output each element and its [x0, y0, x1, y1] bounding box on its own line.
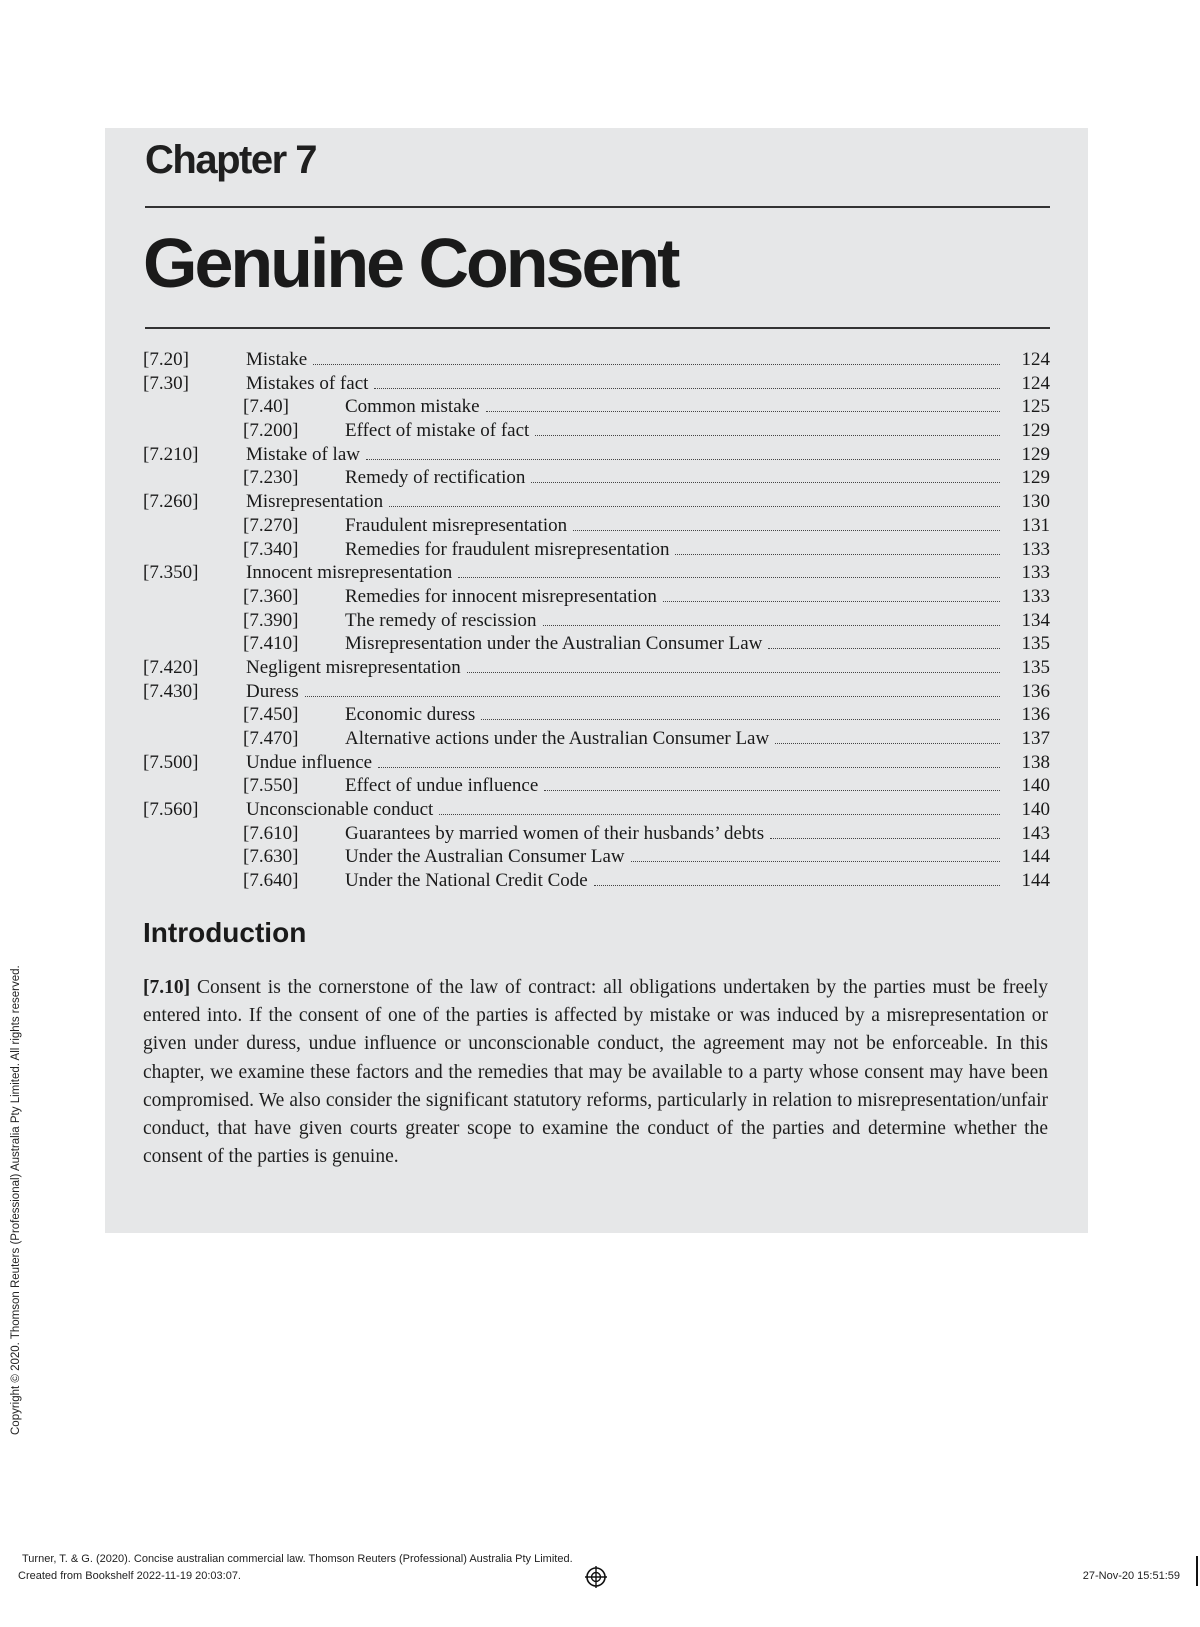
toc-entry-title: Effect of undue influence	[345, 775, 539, 797]
toc-entry-title: Misrepresentation under the Australian Consumer Law	[345, 633, 763, 655]
toc-entry-ref: [7.610]	[243, 822, 299, 844]
toc-entry-title: Mistake	[246, 349, 308, 370]
toc-entry	[143, 774, 1050, 798]
toc-entry-page: 125	[1021, 396, 1050, 418]
dot-leader	[378, 767, 1000, 768]
toc-entry-title: Negligent misrepresentation	[246, 656, 461, 678]
toc-entry	[143, 798, 1050, 822]
toc-entry-title: Duress	[246, 680, 299, 702]
dot-leader	[768, 648, 1000, 649]
toc-entry-page: 143	[1021, 822, 1050, 844]
toc-entry-title: Unconscionable conduct	[246, 799, 434, 821]
toc-entry-ref: [7.260]	[143, 491, 199, 513]
footer-citation: Turner, T. & G. (2020). Concise australian commercial law. Thomson Reuters (Professional) Australia Pty Limited.	[22, 1553, 573, 1565]
toc-entry-page: 144	[1021, 870, 1050, 892]
dot-leader	[631, 861, 1000, 862]
toc-entry-title: Under the Australian Consumer Law	[345, 846, 625, 868]
toc-entry	[143, 727, 1050, 751]
toc-entry-page: 129	[1021, 420, 1050, 442]
footer-timestamp: 27-Nov-20 15:51:59	[1082, 1570, 1180, 1582]
toc-entry	[143, 609, 1050, 633]
toc-entry	[143, 585, 1050, 609]
toc-entry-page: 124	[1021, 349, 1050, 370]
toc-entry-ref: [7.560]	[143, 799, 199, 821]
dot-leader	[313, 364, 1000, 365]
toc-entry	[143, 751, 1050, 775]
edge-mark	[1196, 1556, 1198, 1586]
dot-leader	[663, 601, 1000, 602]
toc-entry	[143, 466, 1050, 490]
toc-entry-ref: [7.470]	[243, 728, 299, 749]
toc-entry	[143, 845, 1050, 869]
toc-entry-ref: [7.40]	[243, 396, 289, 418]
dot-leader	[535, 435, 1000, 436]
dot-leader	[544, 790, 1000, 791]
toc-entry	[143, 561, 1050, 585]
toc-entry-title: Remedies for innocent misrepresentation	[345, 585, 657, 607]
dot-leader	[389, 506, 1000, 507]
dot-leader	[366, 459, 1000, 460]
toc-entry-ref: [7.30]	[143, 372, 189, 394]
toc-entry	[143, 443, 1050, 467]
toc-entry-page: 140	[1021, 799, 1050, 821]
toc-entry	[143, 395, 1050, 419]
toc-entry-ref: [7.230]	[243, 467, 299, 489]
introduction-heading: Introduction	[143, 917, 307, 948]
toc-entry-title: Guarantees by married women of their husbands’ debts	[345, 822, 765, 844]
introduction-paragraph	[143, 974, 1048, 1171]
toc-entry	[143, 490, 1050, 514]
chapter-label: Chapter 7	[145, 138, 316, 182]
dot-leader	[775, 743, 1000, 744]
footer-created: Created from Bookshelf 2022-11-19 20:03:07.	[18, 1570, 241, 1582]
toc-entry-title: The remedy of rescission	[345, 609, 537, 631]
toc-entry-ref: [7.640]	[243, 870, 299, 892]
toc-entry-ref: [7.340]	[243, 538, 299, 560]
toc-entry-title: Common mistake	[345, 396, 480, 418]
toc-entry-page: 136	[1021, 680, 1050, 702]
toc-entry-page: 131	[1021, 514, 1050, 536]
dot-leader	[467, 672, 1000, 673]
toc-entry-page: 135	[1021, 656, 1050, 678]
toc-entry-title: Effect of mistake of fact	[345, 420, 530, 442]
dot-leader	[543, 625, 1000, 626]
dot-leader	[486, 411, 1000, 412]
dot-leader	[573, 530, 1000, 531]
toc-entry-page: 130	[1021, 491, 1050, 513]
toc-entry-title: Economic duress	[345, 704, 476, 726]
toc-entry-ref: [7.630]	[243, 846, 299, 868]
toc-entry	[143, 703, 1050, 727]
toc-entry-ref: [7.350]	[143, 562, 199, 584]
toc-entry	[143, 372, 1050, 396]
paragraph-text: Consent is the cornerstone of the law of contract: all obligations undertaken by the parties must be freely entered into. If the consent of one of the parties is affected by mistake or was induced by a misrepresentation or given under duress, undue influence or unconscionable conduct, the agreement may not be enforceable. In this chapter, we examine these factors and the remedies that may be available to a party whose consent may have been compromised. We also consider the significant statutory reforms, particularly in relation to misrepresentation/unfair conduct, that have given courts greater scope to examine the conduct of the parties and determine whether the consent of the parties is genuine.	[143, 977, 1048, 1168]
toc-entry-page: 136	[1021, 704, 1050, 726]
dot-leader	[770, 838, 1000, 839]
toc-entry-ref: [7.410]	[243, 633, 299, 655]
toc-entry	[143, 680, 1050, 704]
toc-entry-page: 133	[1021, 585, 1050, 607]
toc-entry-page: 129	[1021, 467, 1050, 489]
dot-leader	[481, 719, 1000, 720]
toc-entry-title: Mistake of law	[246, 443, 360, 465]
toc-entry-ref: [7.420]	[143, 656, 199, 678]
toc-entry	[143, 656, 1050, 680]
toc-entry-ref: [7.20]	[143, 349, 189, 370]
toc-entry-ref: [7.360]	[243, 585, 299, 607]
toc-entry-title: Remedy of rectification	[345, 467, 526, 489]
toc-entry	[143, 348, 1050, 372]
toc-entry-title: Undue influence	[246, 751, 373, 773]
toc-entry-ref: [7.200]	[243, 420, 299, 442]
toc-entry-page: 138	[1021, 751, 1050, 773]
dot-leader	[531, 482, 1000, 483]
bottom-rule	[145, 327, 1050, 329]
toc-entry-page: 133	[1021, 562, 1050, 584]
toc-entry-title: Innocent misrepresentation	[246, 562, 453, 584]
toc-entry-page: 129	[1021, 443, 1050, 465]
toc-entry-page: 134	[1021, 609, 1050, 631]
toc-entry-title: Remedies for fraudulent misrepresentation	[345, 538, 670, 560]
dot-leader	[305, 696, 1000, 697]
toc-entry-title: Misrepresentation	[246, 491, 384, 513]
toc-entry-ref: [7.450]	[243, 704, 299, 726]
toc-entry-ref: [7.210]	[143, 443, 199, 465]
toc-entry	[143, 514, 1050, 538]
paragraph-reference: [7.10]	[143, 977, 191, 998]
toc-entry-page: 124	[1021, 372, 1050, 394]
toc-entry	[143, 419, 1050, 443]
toc-entry-ref: [7.270]	[243, 514, 299, 536]
toc-entry-title: Mistakes of fact	[246, 372, 369, 394]
toc-entry	[143, 869, 1050, 893]
toc-entry-title: Fraudulent misrepresentation	[345, 514, 568, 536]
toc-entry-title: Alternative actions under the Australian Consumer Law	[345, 728, 770, 749]
dot-leader	[458, 577, 1000, 578]
toc-entry-page: 133	[1021, 538, 1050, 560]
dot-leader	[675, 554, 1000, 555]
toc-entry-title: Under the National Credit Code	[345, 870, 588, 892]
toc-entry	[143, 538, 1050, 562]
toc-entry-ref: [7.550]	[243, 775, 299, 797]
top-rule	[145, 206, 1050, 208]
dot-leader	[374, 388, 1000, 389]
toc-entry-page: 140	[1021, 775, 1050, 797]
chapter-title: Genuine Consent	[143, 224, 678, 302]
toc-entry-page: 135	[1021, 633, 1050, 655]
toc-entry-ref: [7.430]	[143, 680, 199, 702]
registration-mark-icon	[585, 1566, 607, 1588]
table-of-contents	[143, 348, 1050, 893]
copyright-notice: Copyright © 2020. Thomson Reuters (Professional) Australia Pty Limited. All rights reserved.	[10, 965, 22, 1435]
toc-entry-ref: [7.500]	[143, 751, 199, 773]
toc-entry-ref: [7.390]	[243, 609, 299, 631]
dot-leader	[439, 814, 1000, 815]
toc-entry	[143, 632, 1050, 656]
dot-leader	[594, 885, 1000, 886]
toc-entry	[143, 822, 1050, 846]
toc-entry-page: 137	[1021, 728, 1050, 749]
toc-entry-page: 144	[1021, 846, 1050, 868]
